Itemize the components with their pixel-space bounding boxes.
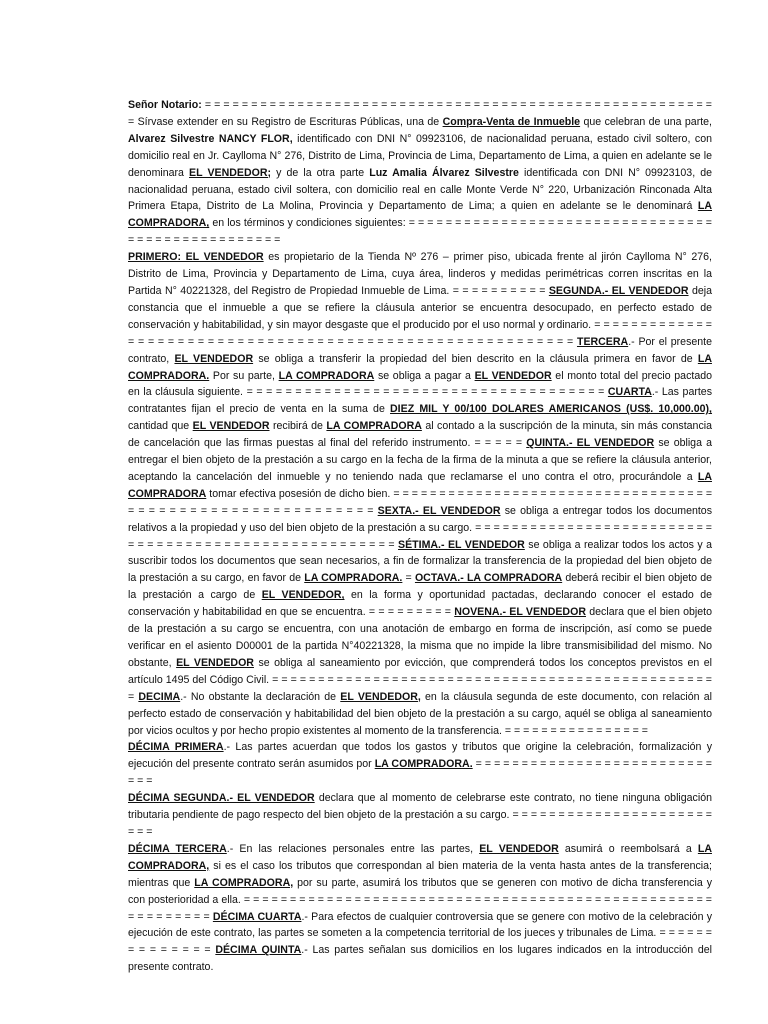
bold-underlined-term: DIEZ MIL Y 00/100 DOLARES AMERICANOS (US$. 10,000.00), (390, 403, 713, 416)
text-segment: en la cláusula segunda de este documento, con relación al perfecto estado de conservación y habitabilidad del bien objeto de la prestación a su cargo, aquél se obliga al saneamiento por vicios ocultos y por hecho propio existentes al momento de la transferencia. = = = = = = = = = = = = = = = = (128, 690, 712, 737)
paragraph-decima-tercera (128, 841, 712, 976)
text-segment: .- No obstante la declaración de (180, 690, 341, 703)
text-segment: en los términos y condiciones siguientes: = = = = = = = = = = = = = = = = = = = = = = = = = = = = = = = = = = = = = = = = = = = = = = = = = = (128, 217, 712, 247)
text-segment: .- Para efectos de cualquier controversia que se genere con motivo de la celebración y ejecución de este contrato, las partes se someten a la competencia territorial de los jueces y tribunales de Lima. = = = = = = = = = = = = = = (128, 910, 713, 957)
text-segment: deberá recibir el bien objeto de la prestación a cargo de (128, 572, 713, 602)
text-segment: se obliga a pagar a (374, 369, 475, 382)
text-segment: recibirá de (269, 420, 327, 433)
text-segment: tomar efectiva posesión de dicho bien. = = = = = = = = = = = = = = = = = = = = = = = = = = = = = = = = = = = = = = = = = = = = = = = = = = = = = = = = = = = (128, 487, 712, 517)
bold-underlined-term: LA COMPRADORA (278, 369, 375, 382)
text-segment: identificado con DNI N° 09923106, de nacionalidad peruana, estado civil soltero, con domicilio real en Jr. Caylloma N° 276, Distrito de Lima, Provincia de Lima, Departamento de Lima, a quien en adelante se le denominara (128, 132, 712, 179)
bold-underlined-term: LA COMPRADORA (128, 470, 712, 500)
bold-underlined-term: DÉCIMA QUINTA (215, 944, 302, 957)
bold-underlined-term: DÉCIMA TERCERA (128, 842, 227, 855)
bold-underlined-term: EL VENDEDOR, (340, 690, 421, 703)
bold-underlined-term: LA COMPRADORA. (374, 758, 473, 771)
text-segment: .- Por el presente contrato, (128, 335, 712, 365)
contract-page (128, 97, 712, 976)
text-segment: se obliga a entregar el bien objeto de la prestación a su cargo en la fecha de la firma de la minuta a que se refiere la cláusula anterior, aceptando la cancelación del inmueble y no teniendo nada que reclamarse el uno contra el otro, procurándole a (128, 437, 713, 483)
bold-underlined-term: SEXTA.- EL VENDEDOR (377, 504, 501, 517)
text-segment: declara que al momento de celebrarse este contrato, no tiene ninguna obligación tributaria pendiente de pago respecto del bien objeto de la prestación a su cargo. = = = = = = = = = = = = = = = = = = = = = = = = = (128, 792, 712, 838)
bold-term: Luz Amalia Álvarez Silvestre (369, 166, 519, 179)
text-segment: se obliga a realizar todos los actos y a suscribir todos los documentos que sean necesarios, a fin de formalizar la transferencia de la propiedad del bien objeto de la prestación a su cargo, en favor de (128, 538, 713, 585)
text-segment: al contado a la suscripción de la minuta, sin más constancia de cancelación que las firmas puestas al final del referido instrumento. = = = = = (128, 420, 712, 450)
bold-term: Alvarez Silvestre NANCY FLOR, (128, 132, 293, 145)
bold-underlined-term: NOVENA.- EL VENDEDOR (454, 606, 586, 619)
text-segment: .- Las partes contratantes fijan el precio de venta en la suma de (128, 386, 712, 416)
bold-underlined-term: EL VENDEDOR (479, 842, 559, 855)
bold-underlined-term: DÉCIMA PRIMERA (128, 741, 224, 754)
bold-underlined-term: EL VENDEDOR (474, 369, 552, 382)
text-segment: el monto total del precio pactado en la cláusula siguiente. = = = = = = = = = = = = = = = = = = = = = = = = = = = = = = = = = = = = = (128, 369, 712, 399)
text-segment: Sírvase extender en su Registro de Escrituras Públicas, una de (137, 115, 443, 128)
bold-underlined-term: CUARTA (607, 386, 652, 399)
text-segment: cantidad que (128, 420, 193, 433)
bold-underlined-term: TERCERA (576, 335, 629, 348)
paragraph-clauses (128, 249, 712, 739)
text-segment: .- Las partes acuerdan que todos los gastos y tributos que origine la celebración, formalización y ejecución del presente contrato serán asumidos por (128, 741, 712, 771)
text-segment: Por su parte, (209, 369, 279, 382)
bold-underlined-term: EL VENDEDOR (176, 656, 254, 669)
bold-underlined-term: SEGUNDA.- EL VENDEDOR (548, 284, 689, 297)
bold-underlined-term: LA COMPRADORA, (128, 842, 712, 872)
bold-underlined-term: Compra-Venta de Inmueble (442, 115, 581, 128)
bold-underlined-term: DÉCIMA SEGUNDA.- EL VENDEDOR (128, 792, 315, 805)
bold-underlined-term: LA COMPRADORA. (304, 572, 403, 585)
text-segment: se obliga al saneamiento por evicción, que comprenderá todos los conceptos previstos en el artículo 1495 del Código Civil. = = = = = = = = = = = = = = = = = = = = = = = = = = = = = = = = = = = = = = = = = = = = = = = = = (128, 656, 712, 703)
bold-underlined-term: LA COMPRADORA (326, 420, 422, 433)
bold-underlined-term: QUINTA.- EL VENDEDOR (526, 437, 655, 450)
bold-underlined-term: EL VENDEDOR, (261, 589, 345, 602)
bold-underlined-term: EL VENDEDOR (192, 420, 270, 433)
bold-underlined-term: OCTAVA.- LA COMPRADORA (414, 572, 563, 585)
text-segment: es propietario de la Tienda Nº 276 – primer piso, ubicada frente al jirón Caylloma N° 276, Distrito de Lima, Provincia y Departamento de Lima, cuya área, linderos y medidas perimétricas corren inscritas en la Partida N° 40221328, del Registro de Propiedad Inmueble de Lima. = = = = = = = = = = (128, 251, 712, 297)
bold-underlined-term: DECIMA (138, 690, 181, 703)
bold-underlined-term: PRIMERO: EL VENDEDOR (128, 251, 264, 264)
text-segment: se obliga a transferir la propiedad del bien descrito en la cláusula primera en favor de (253, 352, 698, 365)
text-segment: = (402, 572, 415, 585)
text-segment: = = = = = = = = = = = = = = = = = = = = = = = = = = = = = (128, 758, 712, 788)
paragraph-intro (128, 97, 712, 249)
bold-underlined-term: EL VENDEDOR (174, 352, 254, 365)
bold-term: Señor Notario: (128, 99, 202, 111)
text-segment: si es el caso los tributos que correspondan al bien materia de la venta hasta antes de la transferencia; mientras que (128, 859, 712, 889)
text-segment: .- Las partes señalan sus domicilios en los lugares indicados en la introducción del presente contrato. (128, 944, 713, 974)
text-segment: y de la otra parte (271, 166, 370, 179)
text-segment: que celebran de una parte, (580, 115, 712, 128)
bold-underlined-term: DÉCIMA CUARTA (212, 910, 302, 923)
text-segment: en la forma y oportunidad pactadas, declarando conocer el estado de conservación y habitabilidad en que se encuentra. = = = = = = = = = (128, 589, 712, 619)
text-segment: asumirá o reembolsará a (558, 842, 698, 855)
text-segment: .- En las relaciones personales entre las partes, (226, 842, 480, 855)
text-segment: por su parte, asumirá los tributos que se generen con motivo de dicha transferencia y con posterioridad a ella. = = = = = = = = = = = = = = = = = = = = = = = = = = = = = = = = = = = = = = = = = = = = = = = = = = = = = = = = = = = = (128, 876, 712, 923)
text-segment: = = = = = = = = = = = = = = = = = = = = = = = = = = = = = = = = = = = = = = = = = = = = = = = = = = = = = = = = (128, 99, 712, 128)
text-segment: identificada con DNI N° 09923103, de nacionalidad peruana, estado civil soltera, con domicilio real en calle Monte Verde N° 220, Urbanización Rinconada Alta Primera Etapa, Distrito de La Molina, Provincia y Departamento de Lima; a quien en adelante se le denominará (128, 166, 713, 213)
paragraph-decima-segunda (128, 790, 712, 841)
text-segment: se obliga a entregar todos los documentos relativos a la propiedad y uso del bien objeto de la prestación a su cargo. = = = = = = = = = = = = = = = = = = = = = = = = = = = = = = = = = = = = = = = = = = = = = = = = = = = = = = (128, 504, 712, 551)
bold-underlined-term: SÉTIMA.- EL VENDEDOR (398, 538, 525, 551)
text-segment: declara que el bien objeto de la prestación a su cargo se encuentra, con una anotación de embargo en forma de inscripción, así como se puede verificar en el asiento D00001 de la partida N°40221328, la misma que no impide la libre transmisibilidad del mismo. No obstante, (128, 606, 712, 669)
bold-underlined-term: LA COMPRADORA, (128, 200, 712, 230)
bold-underlined-term: LA COMPRADORA, (194, 876, 294, 889)
text-segment: deja constancia que el inmueble a que se refiere la cláusula anterior se encuentra desocupado, en perfecto estado de conservación y habitabilidad, y sin mayor desgaste que el producido por el uso normal y ordinario. = = = = = = = = = = = = = = = = = = = = = = = = = = = = = = = = = = = = = = = = = = = = = = = = = = = = = = = = = = (128, 284, 712, 348)
paragraph-decima-primera (128, 739, 712, 790)
bold-underlined-term: EL VENDEDOR; (189, 166, 272, 179)
bold-underlined-term: LA COMPRADORA. (128, 352, 712, 382)
